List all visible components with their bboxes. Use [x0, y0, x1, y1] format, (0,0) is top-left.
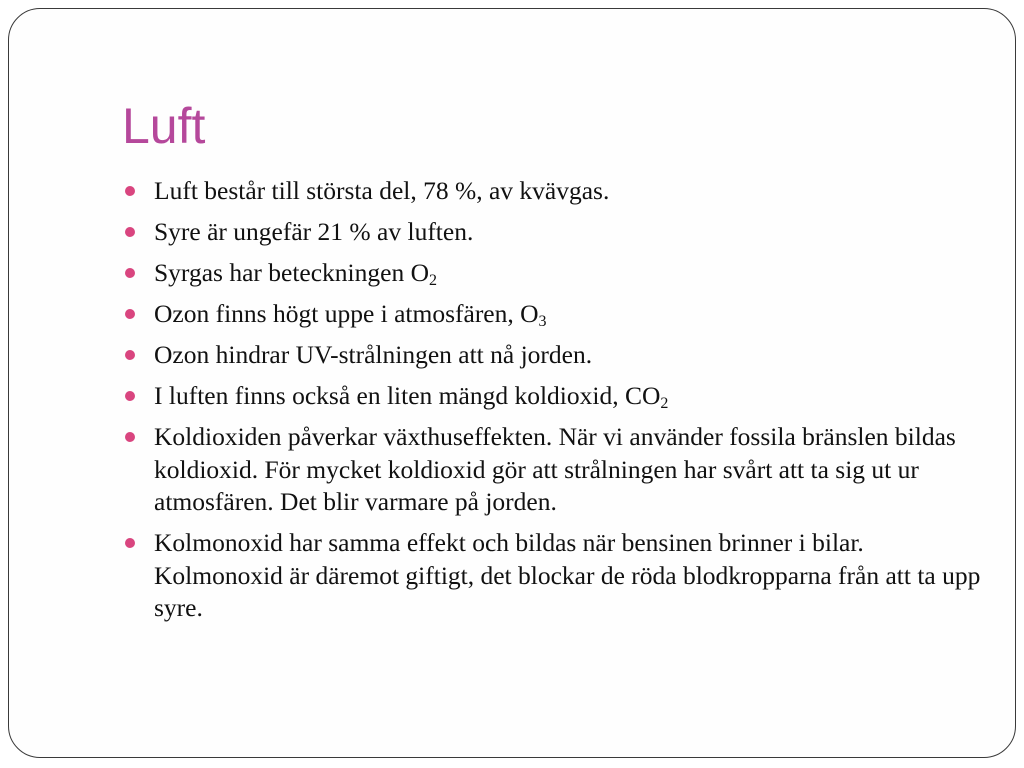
bullet-dot-icon [125, 391, 135, 401]
bullet-text: Ozon finns högt uppe i atmosfären, O [154, 299, 539, 328]
bullet-text: I luften finns också en liten mängd koldioxid, CO [154, 381, 661, 410]
bullet-item [122, 380, 982, 413]
bullet-text: Ozon hindrar UV-strålningen att nå jorden. [154, 340, 593, 369]
bullet-item [122, 527, 982, 625]
bullet-dot-icon [125, 538, 135, 548]
slide-frame [8, 8, 1016, 758]
bullet-item [122, 339, 982, 372]
bullet-text: Syre är ungefär 21 % av luften. [154, 217, 474, 246]
bullet-item [122, 175, 982, 208]
slide-title: Luft [122, 98, 206, 154]
bullet-item [122, 298, 982, 331]
subscript: 2 [660, 395, 669, 412]
bullet-text: Kolmonoxid har samma effekt och bildas när bensinen brinner i bilar. Kolmonoxid är däremot giftigt, det blockar de röda blodkropparna från att ta upp syre. [154, 528, 981, 622]
bullet-text: Koldioxiden påverkar växthuseffekten. När vi använder fossila bränslen bildas koldioxid. För mycket koldioxid gör att strålningen har svårt att ta sig ut ur atmosfären. Det blir varmare på jorden. [154, 422, 956, 516]
bullet-dot-icon [125, 186, 135, 196]
bullet-dot-icon [125, 309, 135, 319]
bullet-text: Syrgas har beteckningen O [154, 258, 429, 287]
bullet-dot-icon [125, 350, 135, 360]
bullet-dot-icon [125, 227, 135, 237]
subscript: 3 [538, 313, 547, 330]
bullet-dot-icon [125, 432, 135, 442]
bullet-item [122, 216, 982, 249]
bullet-item [122, 257, 982, 290]
bullet-text: Luft består till största del, 78 %, av kvävgas. [154, 176, 610, 205]
bullet-list [122, 175, 982, 633]
subscript: 2 [429, 272, 437, 289]
bullet-dot-icon [125, 268, 135, 278]
bullet-item [122, 421, 982, 519]
